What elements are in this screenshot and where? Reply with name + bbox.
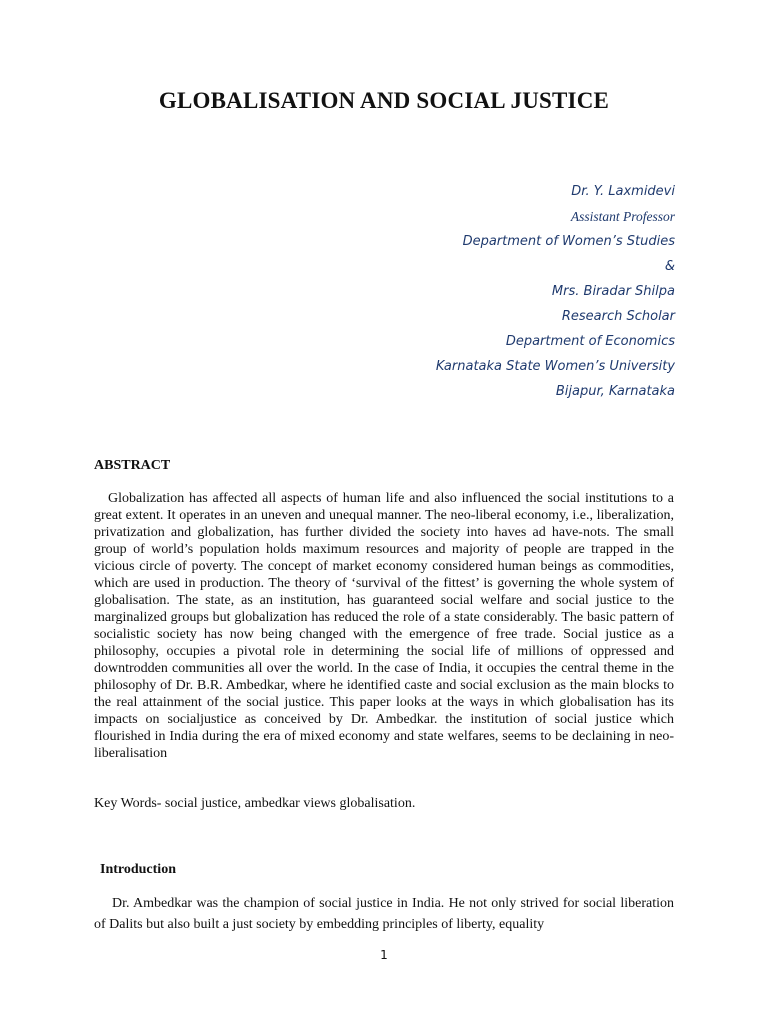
author-department-2: Department of Economics — [505, 334, 675, 349]
introduction-heading: Introduction — [100, 862, 176, 877]
abstract-paragraph: Globalization has affected all aspects of human life and also influenced the social institutions to a great extent. It operates in an uneven and unequal manner. The neo-liberal economy, i.e., liberalization, privatization and globalization, has further divided the society into haves ad have-nots. The small group of world’s population holds maximum resources and majority of people are trapped in the vicious circle of poverty. The concept of market economy considered human beings as commodities, which are used in production. The theory of ‘survival of the fittest’ is governing the whole system of globalisation. The state, as an institution, has guaranteed social welfare and social justice to the marginalized groups but globalization has reduced the role of a state considerably. The basic pattern of socialistic society has now being changed with the emergence of free trade. Social justice as a philosophy, occupies a pivotal role in determining the social life of millions of oppressed and downtrodden communities all over the world. In the case of India, it occupies the central theme in the philosophy of Dr. B.R. Ambedkar, where he identified caste and social exclusion as the main blocks to the real attainment of the social justice. This paper looks at the ways in which globalisation has its impacts on socialjustice as conceived by Dr. Ambedkar. the institution of social justice which flourished in India during the era of mixed economy and state welfares, seems to be declaining in neo-liberalisation — [94, 491, 674, 761]
author-university: Karnataka State Women’s University — [435, 359, 675, 374]
document-title: GLOBALISATION AND SOCIAL JUSTICE — [158, 88, 610, 113]
author-block — [275, 182, 675, 407]
author-position-1: Assistant Professor — [570, 209, 675, 224]
introduction-paragraph: Dr. Ambedkar was the champion of social justice in India. He not only strived for social liberation of Dalits but also built a just society by embedding principles of liberty, equality — [94, 896, 674, 932]
page-number: 1 — [380, 948, 388, 962]
keywords-line: Key Words- social justice, ambedkar views globalisation. — [94, 796, 416, 811]
author-department-1: Department of Women’s Studies — [462, 234, 675, 249]
author-name-2: Mrs. Biradar Shilpa — [551, 284, 675, 299]
author-name-1: Dr. Y. Laxmidevi — [571, 184, 675, 199]
abstract-heading: ABSTRACT — [94, 458, 171, 473]
author-position-2: Research Scholar — [561, 309, 675, 324]
author-location: Bijapur, Karnataka — [555, 384, 675, 399]
author-ampersand: & — [664, 259, 675, 274]
